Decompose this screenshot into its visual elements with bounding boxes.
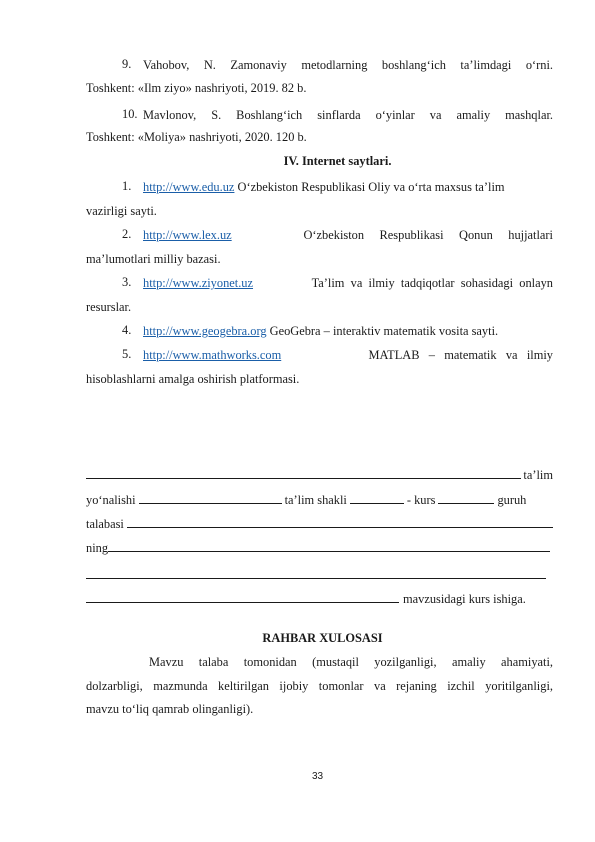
site-link[interactable]: http://www.geogebra.org [143,324,267,338]
page-number: 33 [311,771,324,782]
reference-number: 9. [122,57,132,71]
site-description: MATLAB – matematik va ilmiy [368,348,553,362]
site-link[interactable]: http://www.ziyonet.uz [143,276,254,290]
site-number: 1. [122,179,132,193]
conclusion-line: dolzarbligi, mazmunda keltirilgan ijobiy tomonlar va rejaning izchil yoritilganligi, [86,679,553,693]
form-label: ning [86,541,109,555]
section-title: IV. Internet saytlari. [283,154,392,168]
form-label: ta’lim shakli [284,493,347,507]
site-line-cont: resurslar. [86,300,132,314]
reference-line [143,57,553,73]
site-line-cont: hisoblashlarni amalga oshirish platformasi. [86,372,300,386]
site-line [143,227,553,243]
reference-line-cont: Toshkent: «Moliya» nashriyoti, 2020. 120 b. [86,130,307,144]
site-description: O‘zbekiston Respublikasi Qonun hujjatlari [303,228,553,242]
blank-field[interactable] [127,515,553,528]
site-number: 3. [122,275,132,289]
site-link[interactable]: http://www.mathworks.com [143,348,282,362]
blank-field[interactable] [350,491,404,504]
form-label: yo‘nalishi [86,493,136,507]
form-label: - kurs [406,493,436,507]
reference-line [143,107,553,123]
reference-text: Mavlonov, S. Boshlang‘ich sinflarda o‘yinlar va amaliy mashqlar. [143,108,553,122]
form-label: mavzusidagi kurs ishiga. [403,592,526,606]
form-label: ta’lim [523,468,553,482]
form-line-4 [86,539,550,556]
site-line [143,347,553,363]
form-line-6 [86,590,553,607]
site-number: 4. [122,323,132,337]
site-link[interactable]: http://www.lex.uz [143,228,232,242]
blank-field[interactable] [86,578,546,579]
form-line-2 [86,491,553,508]
form-line-1 [86,466,553,483]
reference-number: 10. [122,107,138,121]
site-line-cont: vazirligi sayti. [86,204,157,218]
site-line [143,275,553,291]
blank-field[interactable] [438,491,494,504]
conclusion-line: Mavzu talaba tomonidan (mustaqil yozilganligi, amaliy ahamiyati, [149,655,553,669]
conclusion-line: mavzu to‘liq qamrab olinganligi). [86,702,254,716]
site-description: GeoGebra – interaktiv matematik vosita sayti. [266,324,499,338]
site-line [143,179,553,195]
form-label: guruh [497,493,527,507]
site-number: 2. [122,227,132,241]
form-line-3 [86,515,553,532]
conclusion-title: RAHBAR XULOSASI [262,631,383,645]
reference-line-cont: Toshkent: «Ilm ziyo» nashriyoti, 2019. 82 b. [86,81,307,95]
site-description: Ta’lim va ilmiy tadqiqotlar sohasidagi onlayn [311,276,553,290]
blank-field[interactable] [86,590,399,603]
blank-field[interactable] [86,466,521,479]
site-description: O‘zbekiston Respublikasi Oliy va o‘rta maxsus ta’lim [234,180,505,194]
site-line [143,323,553,339]
site-link[interactable]: http://www.edu.uz [143,180,235,194]
blank-field[interactable] [139,491,282,504]
site-line-cont: ma’lumotlari milliy bazasi. [86,252,221,266]
form-label: talabasi [86,517,124,531]
reference-text: Vahobov, N. Zamonaviy metodlarning boshlang‘ich ta’limdagi o‘rni. [143,58,553,72]
blank-field[interactable] [108,539,550,552]
site-number: 5. [122,347,132,361]
